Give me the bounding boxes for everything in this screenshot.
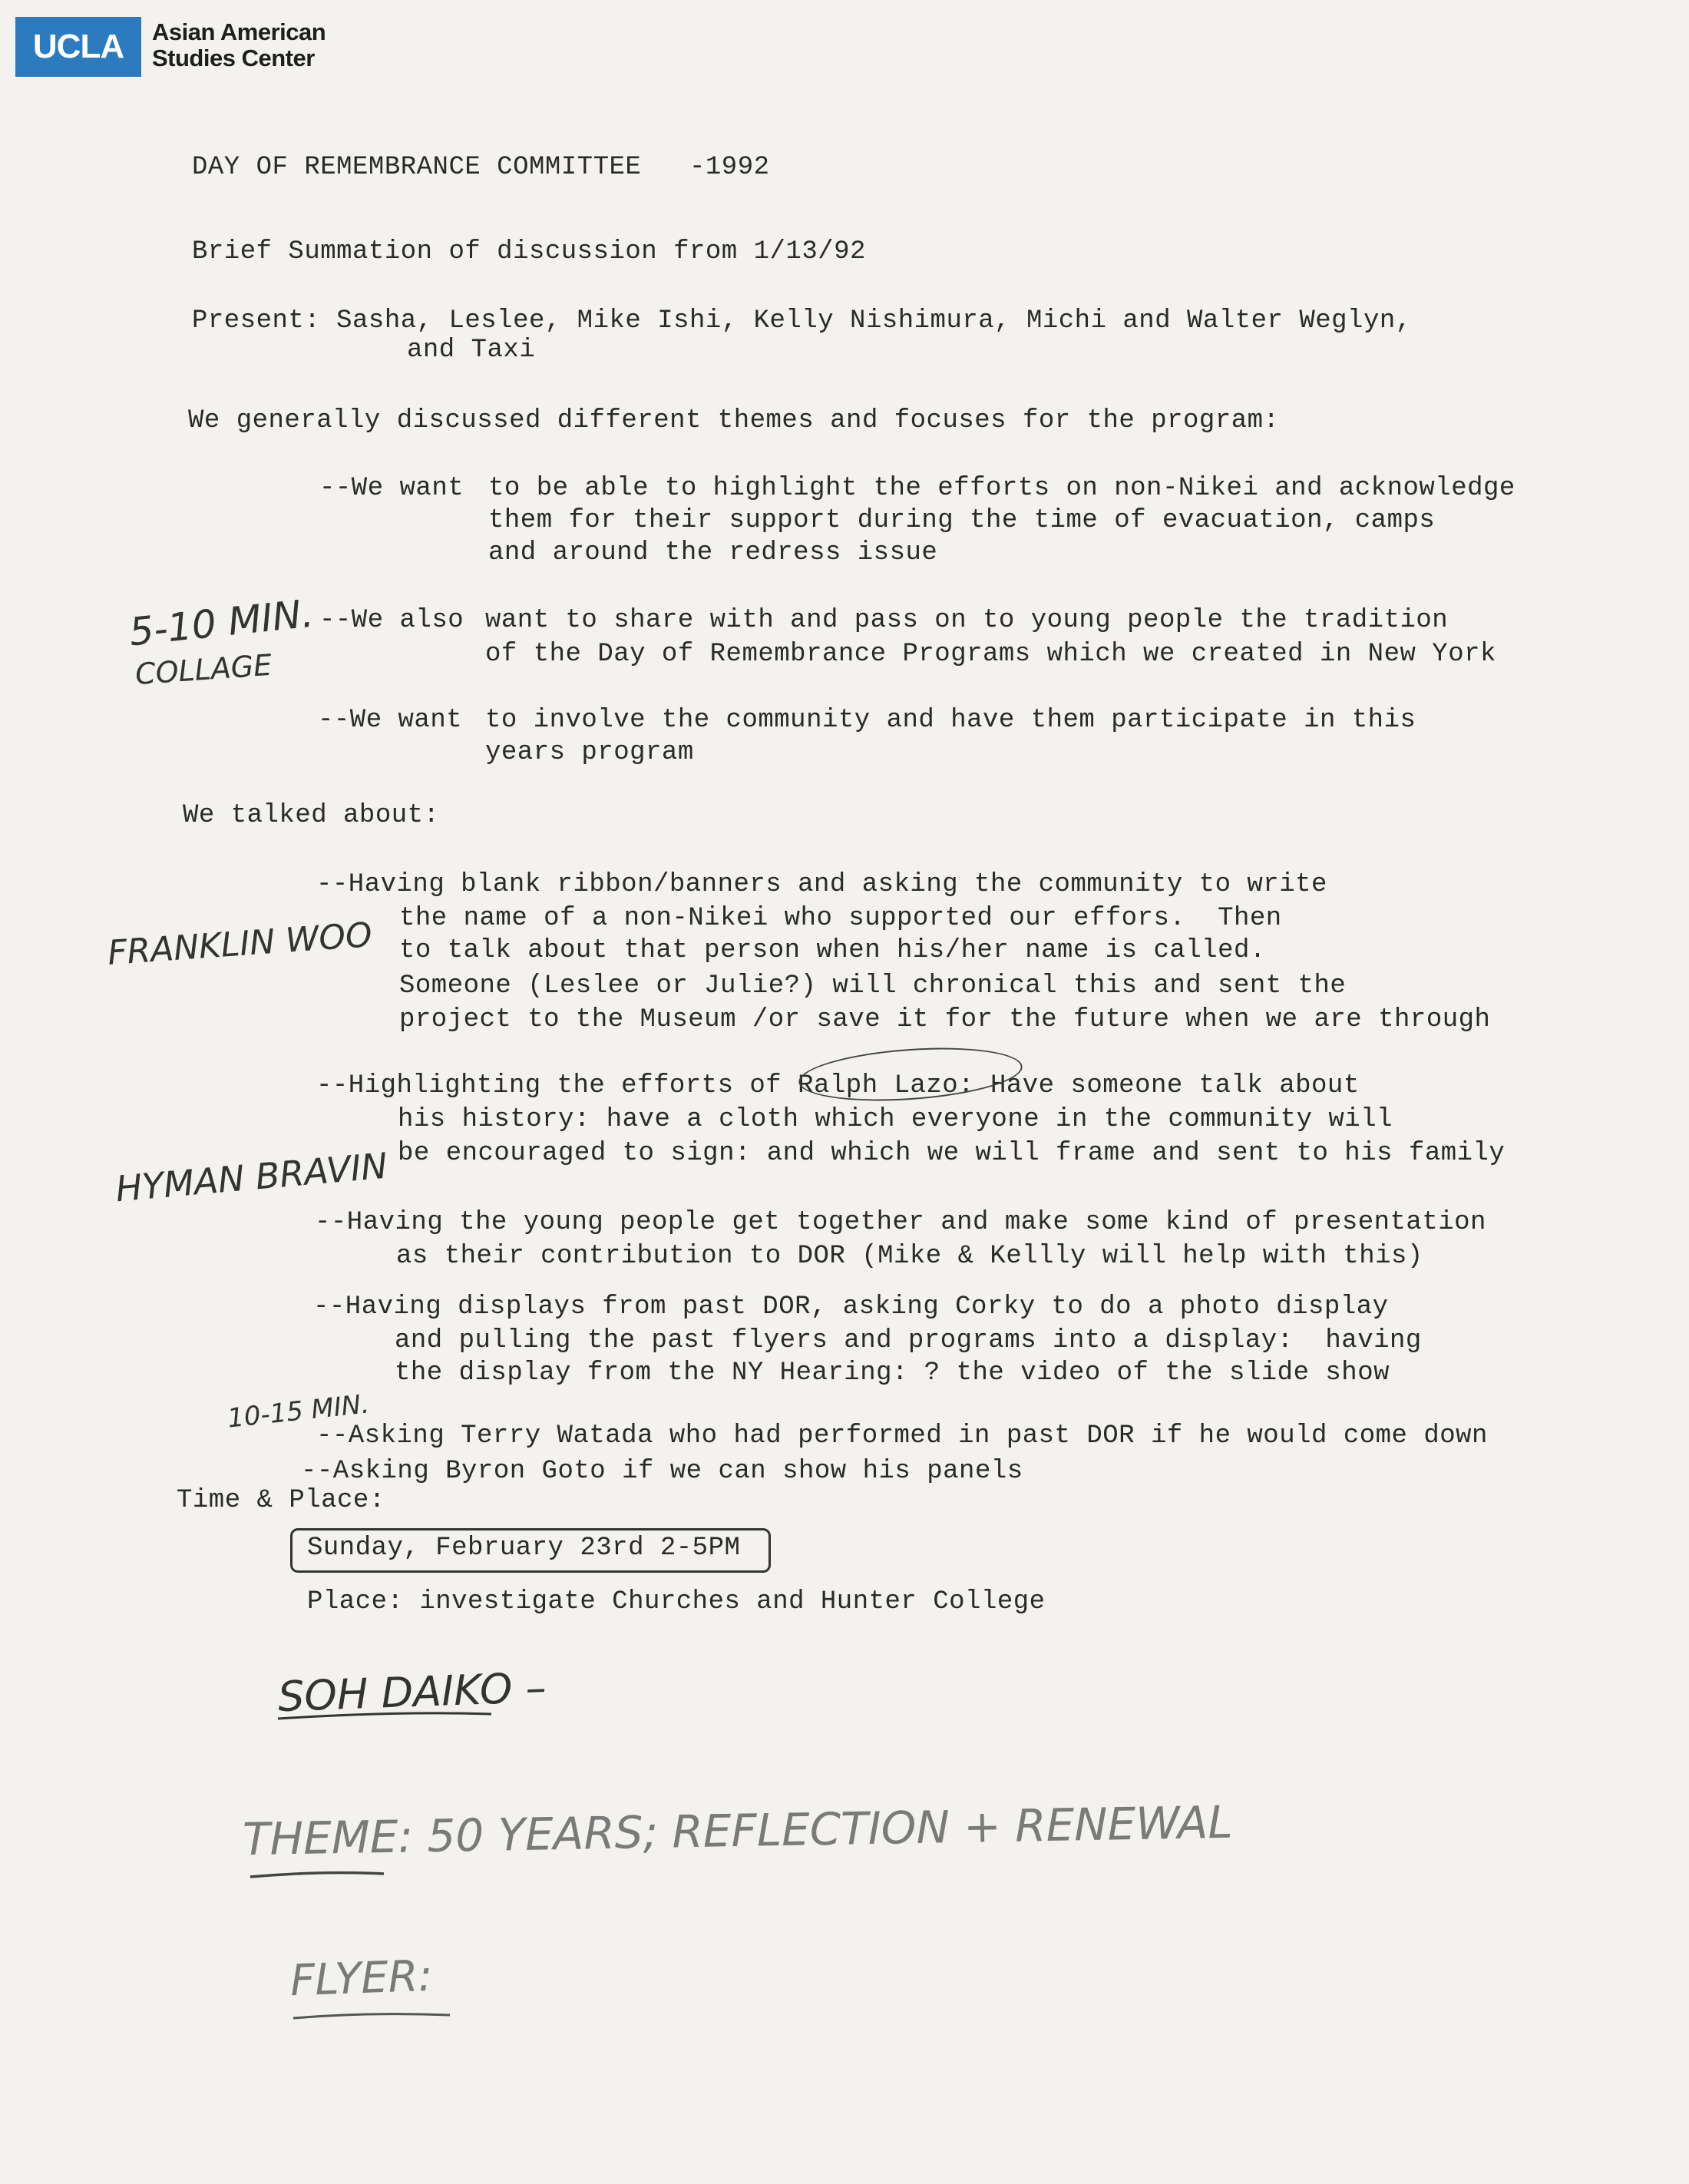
event-date: Sunday, February 23rd 2-5PM — [307, 1534, 741, 1563]
theme-2-line-1: want to share with and pass on to young people the tradition — [485, 606, 1449, 635]
theme-3-line-1: to involve the community and have them participate in this — [485, 706, 1416, 735]
handwritten-note-5-10-min: 5-10 MIN. — [127, 591, 316, 655]
theme-1-line-1: to be able to highlight the efforts on non-Nikei and acknowledge — [488, 474, 1515, 503]
present-line-1: Present: Sasha, Leslee, Mike Ishi, Kelly Nishimura, Michi and Walter Weglyn, — [192, 306, 1412, 336]
time-place-label: Time & Place: — [177, 1486, 385, 1515]
item-1-line-5: project to the Museum /or save it for the future when we are through — [399, 1005, 1491, 1034]
logo-line-2: Studies Center — [152, 45, 315, 71]
logo-line-1: Asian American — [152, 18, 326, 45]
flyer-underline — [293, 2014, 450, 2018]
item-1-line-3: to talk about that person when his/her name is called. — [399, 936, 1266, 965]
intro-text: We generally discussed different themes and focuses for the program: — [188, 406, 1280, 435]
handwritten-note-theme: THEME: 50 YEARS; REFLECTION + RENEWAL — [242, 1795, 1234, 1866]
present-line-2: and Taxi — [407, 336, 536, 365]
item-4-line-1: --Having displays from past DOR, asking Corky to do a photo display — [313, 1292, 1389, 1322]
item-1-line-2: the name of a non-Nikei who supported our effors. Then — [399, 904, 1282, 933]
handwritten-note-flyer: FLYER: — [289, 1951, 434, 2007]
theme-1-line-2: them for their support during the time of evacuation, camps — [488, 506, 1436, 535]
theme-2-line-2: of the Day of Remembrance Programs which we created in New York — [485, 640, 1496, 669]
logo-mark: UCLA — [32, 28, 124, 65]
item-3-line-1: --Having the young people get together and make some kind of presentation — [315, 1208, 1486, 1237]
theme-1-line-3: and around the redress issue — [488, 538, 938, 568]
theme-underline — [250, 1873, 384, 1877]
item-2-line-1: --Highlighting the efforts of Ralph Lazo: Have someone talk about — [316, 1071, 1360, 1100]
handwritten-note-10-15-min: 10-15 MIN. — [226, 1388, 371, 1434]
theme-3-line-2: years program — [485, 738, 694, 767]
item-2-line-3: be encouraged to sign: and which we will frame and sent to his family — [398, 1139, 1506, 1168]
document-title: DAY OF REMEMBRANCE COMMITTEE -1992 — [192, 153, 770, 182]
ucla-logo — [15, 17, 141, 77]
document-subtitle: Brief Summation of discussion from 1/13/92 — [192, 237, 866, 266]
item-2-line-2: his history: have a cloth which everyone in the community will — [398, 1105, 1393, 1134]
theme-3-lead: --We want — [318, 706, 463, 735]
theme-2-lead: --We also — [319, 606, 464, 635]
item-5-line-1: --Asking Terry Watada who had performed in past DOR if he would come down — [316, 1421, 1488, 1451]
event-place: Place: investigate Churches and Hunter College — [307, 1587, 1046, 1616]
handwritten-note-collage: COLLAGE — [134, 647, 273, 692]
handwritten-note-soh-daiko: SOH DAIKO – — [277, 1663, 547, 1722]
item-3-line-2: as their contribution to DOR (Mike & Kellly will help with this) — [396, 1242, 1423, 1271]
handwritten-note-franklin-woo: FRANKLIN WOO — [106, 915, 374, 973]
theme-1-lead: --We want — [319, 474, 464, 503]
handwritten-note-hyman-bravin: HYMAN BRAVIN — [114, 1144, 389, 1210]
item-4-line-3: the display from the NY Hearing: ? the video of the slide show — [395, 1358, 1390, 1388]
item-5-line-2: --Asking Byron Goto if we can show his panels — [301, 1457, 1023, 1486]
item-4-line-2: and pulling the past flyers and programs into a display: having — [395, 1326, 1422, 1355]
talked-about-heading: We talked about: — [183, 801, 440, 830]
item-1-line-1: --Having blank ribbon/banners and asking the community to write — [316, 870, 1327, 899]
item-1-line-4: Someone (Leslee or Julie?) will chronical this and sent the — [399, 971, 1347, 1001]
